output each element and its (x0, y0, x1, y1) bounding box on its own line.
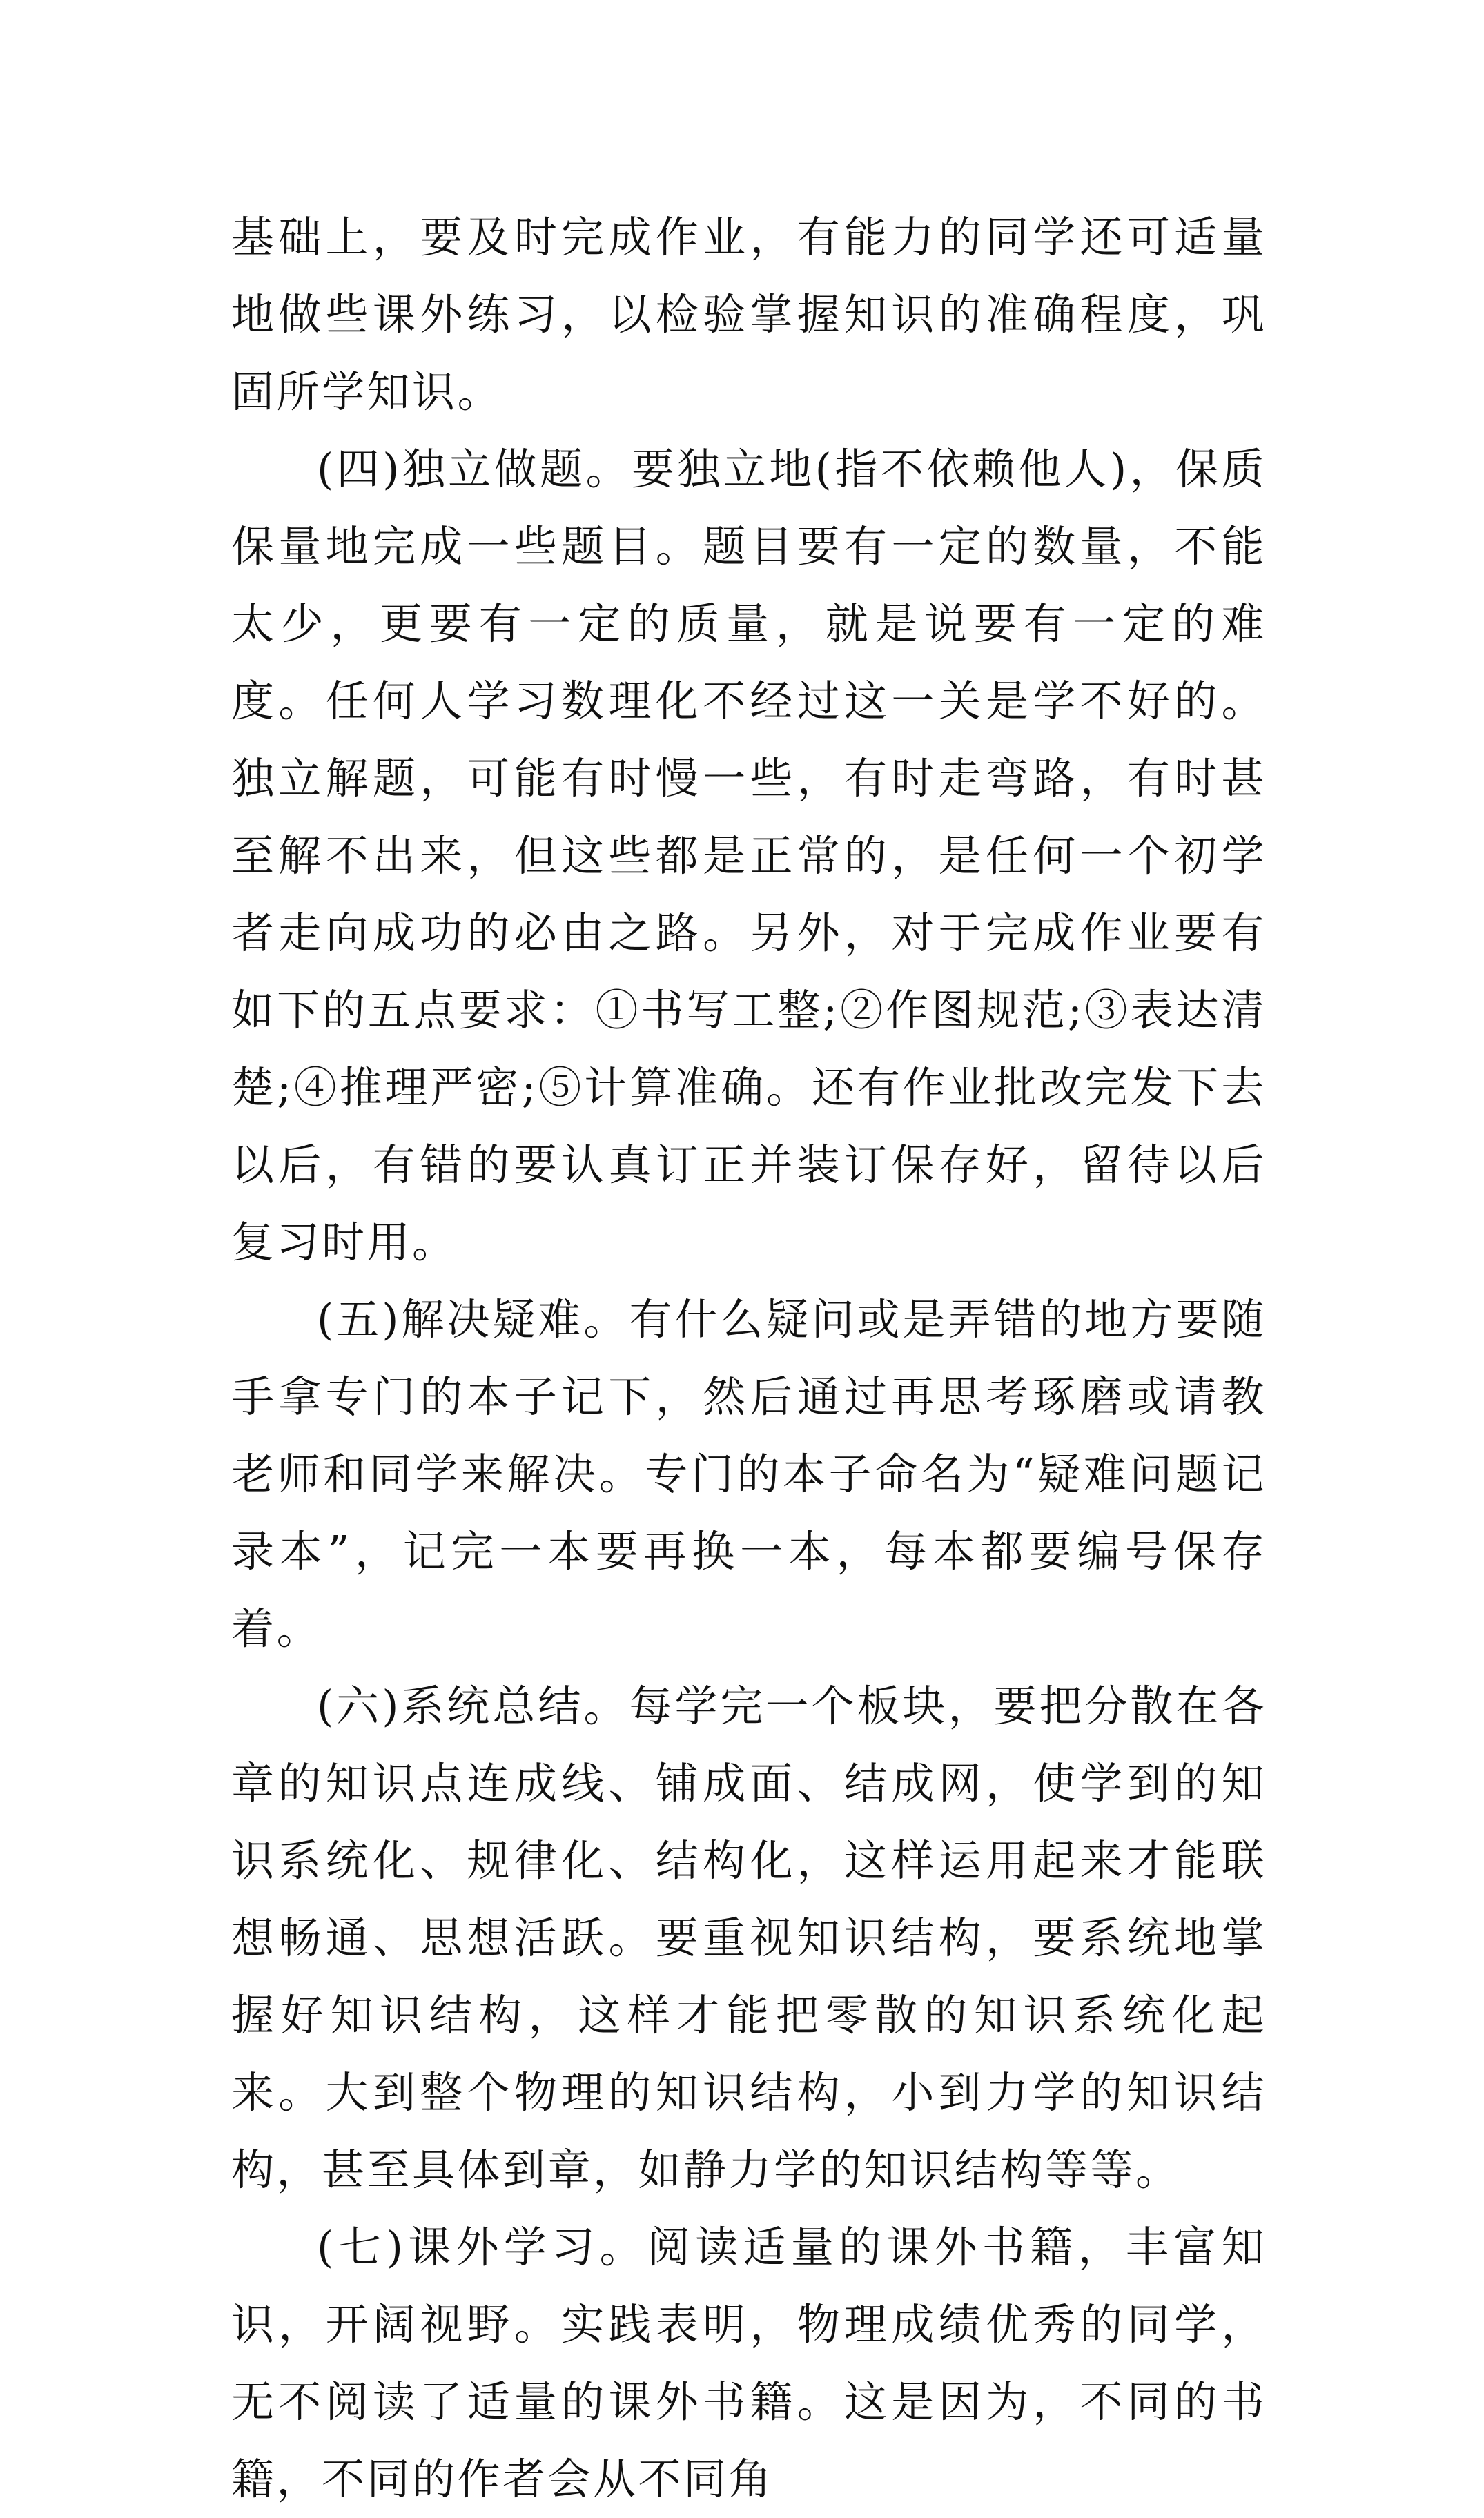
document-page (231, 199, 1267, 2518)
paragraph-continuation: 基础上，要及时完成作业，有能力的同学还可适量地做些课外练习，以检验掌握知识的准确程度，巩固所学知识。 (231, 212, 1267, 417)
paragraph-extracurricular-learning: (七)课外学习。阅读适量的课外书籍，丰富知识，开阔视野。实践表明，物理成绩优秀的同学，无不阅读了适量的课外书籍。这是因为，不同的书籍，不同的作者会从不同角 (231, 2222, 1267, 2504)
paragraph-resolving-doubts: (五)解决疑难。有什么疑问或是弄错的地方要随手拿专门的本子记下，然后通过再思考琢磨或请教老师和同学来解决。专门的本子命名为“疑难问题记录本”，记完一本要再换一本，每本都要编号保存着。 (231, 1294, 1267, 1654)
paragraph-independent-problem-solving: (四)独立做题。要独立地(指不依赖他人)，保质保量地完成一些题目。题目要有一定的数量，不能太少，更要有一定的质量，就是说要有一定的难度。任何人学习数理化不经过这一关是学不好的。独立解题，可能有时慢一些，有时走弯路，有时甚至解不出来，但这些都是正常的，是任何一个初学者走向成功的必由之路。另外，对于完成作业要有如下的五点要求：①书写工整;②作图规范;③表达清楚;④推理严密;⑤计算准确。还有作业批改完发下去以后，有错的要认真订正并装订保存好，留待以后复习时用。 (231, 444, 1267, 1267)
paragraph-systematic-summary: (六)系统总结。每学完一个板块，要把分散在各章的知识点连成线、铺成面、结成网，使学到的知识系统化、规律化、结构化，这样运用起来才能联想畅通、思想活跃。要重视知识结构，要系统地掌握好知识结构，这样才能把零散的知识系统化起来。大到整个物理的知识结构，小到力学的知识结构，甚至具体到章，如静力学的知识结构等等。 (231, 1681, 1267, 2195)
